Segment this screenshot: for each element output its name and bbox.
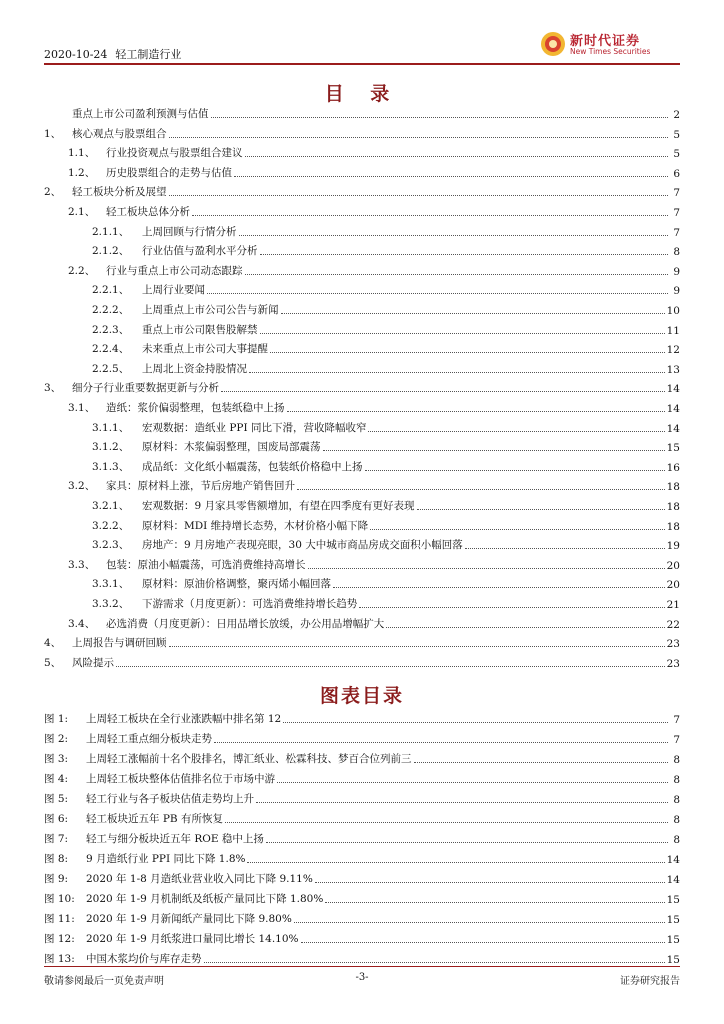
figure-entry[interactable] [44, 809, 680, 826]
entry-title: 核心观点与股票组合 [72, 127, 167, 140]
entry-number: 3.3、 [68, 558, 96, 571]
figure-list-title: 图表目录 [319, 685, 404, 707]
entry-title: 上周回顾与行情分析 [142, 225, 237, 238]
entry-number: 3.3.1、 [92, 578, 130, 591]
entry-number: 2.1、 [68, 206, 96, 218]
entry-number: 3.1.1、 [92, 421, 130, 434]
figure-entry[interactable] [44, 949, 680, 966]
entry-number: 2.2.3、 [92, 323, 130, 336]
dot-leader [325, 893, 664, 903]
dot-leader [245, 147, 669, 157]
dot-leader [297, 480, 665, 490]
entry-title: 房地产：9 月房地产表现亮眼，30 大中城市商品房成交面积小幅回落 [142, 539, 463, 552]
dot-leader [249, 363, 665, 373]
entry-number: 图 7: [44, 833, 69, 845]
header-divider [44, 63, 680, 65]
toc-entry[interactable] [44, 261, 680, 278]
entry-title: 轻工板块近五年 PB 有所恢复 [86, 813, 223, 825]
entry-number: 图 9: [44, 873, 69, 885]
entry-page: 15 [666, 954, 680, 966]
entry-page: 10 [666, 305, 680, 317]
entry-title: 必选消费（月度更新）：日用品增长放缓，办公用品增幅扩大 [106, 617, 385, 630]
entry-number: 图 2: [44, 733, 69, 745]
entry-page: 18 [666, 520, 680, 533]
entry-page: 6 [673, 167, 680, 180]
entry-page: 7 [673, 734, 680, 746]
entry-number: 3、 [44, 382, 62, 395]
toc-entry[interactable] [44, 182, 680, 199]
entry-number: 2.1.1、 [92, 225, 130, 238]
entry-number: 图 10: [44, 893, 75, 905]
entry-page: 15 [666, 934, 680, 946]
toc-entry[interactable] [44, 594, 680, 611]
entry-title: 9 月造纸行业 PPI 同比下降 1.8% [86, 853, 246, 865]
dot-leader [260, 324, 665, 334]
entry-title: 造纸：浆价偏弱整理，包装纸稳中上扬 [106, 402, 285, 414]
entry-page: 21 [666, 599, 680, 611]
dot-leader [301, 933, 665, 943]
entry-page: 8 [673, 834, 680, 846]
entry-number: 3.2.3、 [92, 539, 130, 552]
toc-entry[interactable] [44, 653, 680, 670]
dot-leader [294, 913, 665, 923]
entry-number: 图 5: [44, 793, 69, 805]
entry-title: 宏观数据：造纸业 PPI 同比下滑，营收降幅收窄 [142, 421, 367, 434]
entry-page: 20 [666, 559, 680, 572]
toc-entry[interactable] [44, 535, 680, 552]
entry-page: 14 [666, 422, 680, 435]
toc-entry[interactable] [44, 339, 680, 356]
toc-entry[interactable] [44, 222, 680, 239]
entry-number: 图 12: [44, 933, 75, 945]
entry-title: 轻工行业与各子板块估值走势均上升 [86, 793, 254, 805]
entry-title: 2020 年 1-8 月造纸业营业收入同比下降 9.11% [86, 873, 313, 885]
entry-page: 11 [666, 324, 680, 337]
dot-leader [116, 657, 665, 667]
toc-entry[interactable] [44, 104, 680, 121]
entry-title: 上周轻工重点细分板块走势 [86, 733, 212, 745]
entry-number: 3.1.2、 [92, 441, 130, 454]
entry-title: 上周轻工板块在全行业涨跌幅中排名第 12 [86, 713, 282, 725]
entry-title: 重点上市公司盈利预测与估值 [72, 108, 209, 120]
disclaimer-note: 敬请参阅最后一页免责声明 [44, 976, 164, 987]
logo-cn-text: 新时代证券 [570, 34, 641, 49]
toc-entry[interactable] [44, 574, 680, 591]
entry-page: 7 [673, 207, 680, 219]
entry-page: 23 [666, 657, 680, 670]
dot-leader [465, 539, 665, 549]
entry-number: 5、 [44, 656, 62, 669]
toc-entry[interactable] [44, 320, 680, 337]
dot-leader [270, 343, 665, 353]
entry-number: 2.2、 [68, 264, 96, 277]
entry-page: 2 [673, 109, 680, 121]
entry-page: 8 [673, 754, 680, 766]
entry-page: 16 [666, 461, 680, 474]
dot-leader [245, 265, 669, 275]
company-logo [540, 28, 680, 62]
entry-page: 7 [673, 226, 680, 239]
logo-en-text: New Times Securities [570, 47, 651, 56]
entry-title: 原材料：原油价格调整，聚丙烯小幅回落 [142, 578, 331, 591]
figure-entry[interactable] [44, 849, 680, 866]
report-type: 证券研究报告 [620, 976, 680, 987]
dot-leader [281, 304, 665, 314]
dot-leader [260, 245, 669, 255]
toc-entry[interactable] [44, 614, 680, 631]
dot-leader [287, 402, 665, 412]
toc-entry[interactable] [44, 516, 680, 533]
dot-leader [214, 733, 668, 743]
entry-title: 行业估值与盈利水平分析 [142, 245, 258, 258]
toc-entry[interactable] [44, 241, 680, 258]
dot-leader [211, 108, 669, 118]
entry-page: 8 [673, 246, 680, 259]
entry-title: 2020 年 1-9 月纸浆进口量同比增长 14.10% [86, 933, 299, 945]
report-date: 2020-10-24 [44, 48, 108, 61]
entry-page: 14 [666, 874, 680, 886]
industry-name: 轻工制造行业 [115, 48, 182, 61]
dot-leader [239, 226, 669, 236]
entry-number: 3.2、 [68, 480, 96, 493]
entry-page: 9 [673, 265, 680, 278]
entry-number: 3.1.3、 [92, 460, 130, 473]
dot-leader [169, 128, 669, 138]
entry-page: 19 [666, 540, 680, 553]
entry-title: 风险提示 [72, 656, 114, 669]
toc-entry[interactable] [44, 202, 680, 219]
entry-number: 4、 [44, 637, 62, 650]
toc-entry[interactable] [44, 378, 680, 395]
figure-entry[interactable] [44, 769, 680, 786]
entry-title: 2020 年 1-9 月新闻纸产量同比下降 9.80% [86, 913, 292, 925]
dot-leader [315, 873, 665, 883]
dot-leader [414, 753, 669, 763]
entry-number: 图 6: [44, 813, 69, 825]
entry-title: 行业投资观点与股票组合建议 [106, 147, 243, 160]
entry-title: 包装：原油小幅震荡，可选消费维持高增长 [106, 558, 306, 571]
entry-number: 3.2.1、 [92, 500, 130, 512]
toc-entry[interactable] [44, 143, 680, 160]
dot-leader [256, 793, 668, 803]
entry-number: 1.2、 [68, 166, 96, 179]
entry-page: 22 [666, 618, 680, 631]
dot-leader [169, 186, 669, 196]
dot-leader [266, 833, 668, 843]
figure-entry[interactable] [44, 729, 680, 746]
toc-entry[interactable] [44, 280, 680, 297]
entry-title: 下游需求（月度更新）：可选消费维持增长趋势 [142, 598, 358, 610]
entry-number: 1.1、 [68, 147, 96, 160]
entry-number: 图 4: [44, 773, 69, 785]
entry-page: 23 [666, 638, 680, 651]
entry-page: 5 [673, 128, 680, 141]
dot-leader [283, 713, 668, 723]
dot-leader [221, 382, 665, 392]
dot-leader [365, 461, 665, 471]
entry-title: 上周行业要闻 [142, 284, 205, 297]
dot-leader [308, 559, 665, 569]
toc-entry[interactable] [44, 398, 680, 415]
entry-page: 5 [673, 148, 680, 161]
toc-entry[interactable] [44, 418, 680, 435]
toc-entry[interactable] [44, 457, 680, 474]
dot-leader [192, 206, 668, 216]
dot-leader [169, 637, 665, 647]
dot-leader [333, 578, 665, 588]
dot-leader [234, 167, 668, 177]
toc-entry[interactable] [44, 633, 680, 650]
figure-entry[interactable] [44, 709, 680, 726]
dot-leader [417, 500, 665, 510]
entry-title: 轻工与细分板块近五年 ROE 稳中上扬 [86, 833, 264, 845]
entry-title: 行业与重点上市公司动态跟踪 [106, 264, 243, 277]
entry-page: 13 [666, 363, 680, 376]
entry-number: 图 13: [44, 953, 75, 965]
entry-title: 成品纸：文化纸小幅震荡，包装纸价格稳中上扬 [142, 460, 363, 473]
entry-page: 9 [673, 285, 680, 298]
entry-number: 2.2.2、 [92, 304, 130, 316]
entry-page: 8 [673, 794, 680, 806]
figure-entry[interactable] [44, 749, 680, 766]
entry-page: 14 [666, 403, 680, 415]
header-info [44, 46, 181, 62]
entry-number: 3.3.2、 [92, 598, 130, 610]
entry-title: 上周报告与调研回顾 [72, 637, 167, 650]
toc-entry[interactable] [44, 124, 680, 141]
page-number: -3- [355, 972, 369, 983]
figure-entry[interactable] [44, 869, 680, 886]
footer-divider [44, 966, 680, 967]
figure-entry[interactable] [44, 929, 680, 946]
entry-page: 15 [666, 914, 680, 926]
entry-title: 家具：原材料上涨，节后房地产销售回升 [106, 480, 295, 493]
entry-title: 上周轻工板块整体估值排名位于市场中游 [86, 773, 275, 785]
figure-entry[interactable] [44, 829, 680, 846]
dot-leader [370, 520, 664, 530]
entry-page: 20 [666, 579, 680, 592]
toc-entry[interactable] [44, 476, 680, 493]
entry-title: 细分子行业重要数据更新与分析 [72, 382, 219, 395]
figure-entry[interactable] [44, 889, 680, 906]
entry-number: 图 11: [44, 913, 75, 925]
entry-number: 3.2.2、 [92, 519, 130, 532]
entry-page: 7 [673, 714, 680, 726]
figure-entry[interactable] [44, 789, 680, 806]
entry-number: 3.4、 [68, 617, 96, 630]
toc-entry[interactable] [44, 555, 680, 572]
toc-entry[interactable] [44, 163, 680, 180]
entry-number: 2.2.1、 [92, 284, 130, 297]
entry-number: 2.2.4、 [92, 343, 130, 356]
dot-leader [204, 953, 665, 963]
entry-number: 2、 [44, 186, 62, 199]
entry-title: 历史股票组合的走势与估值 [106, 166, 232, 179]
toc-entry[interactable] [44, 300, 680, 317]
entry-page: 14 [666, 383, 680, 396]
entry-title: 重点上市公司限售股解禁 [142, 323, 258, 336]
entry-title: 上周重点上市公司公告与新闻 [142, 304, 279, 316]
entry-number: 2.2.5、 [92, 362, 130, 375]
entry-title: 轻工板块分析及展望 [72, 186, 167, 199]
entry-page: 15 [666, 894, 680, 906]
entry-title: 原材料：木浆偏弱整理，国废局部震荡 [142, 441, 321, 454]
entry-title: 轻工板块总体分析 [106, 206, 190, 218]
dot-leader [323, 441, 665, 451]
entry-page: 8 [673, 774, 680, 786]
entry-page: 15 [666, 442, 680, 455]
dot-leader [277, 773, 668, 783]
entry-title: 未来重点上市公司大事提醒 [142, 343, 268, 356]
logo-mark-icon [540, 31, 566, 57]
entry-page: 18 [666, 481, 680, 494]
entry-number: 1、 [44, 127, 62, 140]
toc-entry[interactable] [44, 437, 680, 454]
dot-leader [207, 284, 668, 294]
toc-entry[interactable] [44, 496, 680, 513]
toc-entry[interactable] [44, 359, 680, 376]
entry-number: 图 1: [44, 713, 69, 725]
entry-title: 宏观数据：9 月家具零售额增加，有望在四季度有更好表现 [142, 500, 415, 512]
toc-title: 目 录 [324, 83, 400, 105]
entry-title: 上周北上资金持股情况 [142, 362, 247, 375]
entry-title: 上周轻工涨幅前十名个股排名，博汇纸业、松霖科技、梦百合位列前三 [86, 753, 412, 765]
entry-page: 12 [666, 344, 680, 357]
page-header [44, 28, 680, 62]
entry-page: 8 [673, 814, 680, 826]
entry-number: 图 8: [44, 853, 69, 865]
dot-leader [359, 598, 664, 608]
entry-number: 3.1、 [68, 402, 96, 414]
dot-leader [247, 853, 664, 863]
entry-title: 中国木浆均价与库存走势 [86, 953, 202, 965]
entry-page: 18 [666, 501, 680, 513]
figure-entry[interactable] [44, 909, 680, 926]
entry-title: 2020 年 1-9 月机制纸及纸板产量同比下降 1.80% [86, 893, 324, 905]
dot-leader [368, 422, 664, 432]
entry-title: 原材料：MDI 维持增长态势，木材价格小幅下降 [142, 519, 369, 532]
entry-page: 7 [673, 187, 680, 200]
dot-leader [386, 618, 664, 628]
entry-number: 2.1.2、 [92, 245, 130, 258]
dot-leader [225, 813, 668, 823]
entry-page: 14 [666, 854, 680, 866]
entry-number: 图 3: [44, 753, 69, 765]
